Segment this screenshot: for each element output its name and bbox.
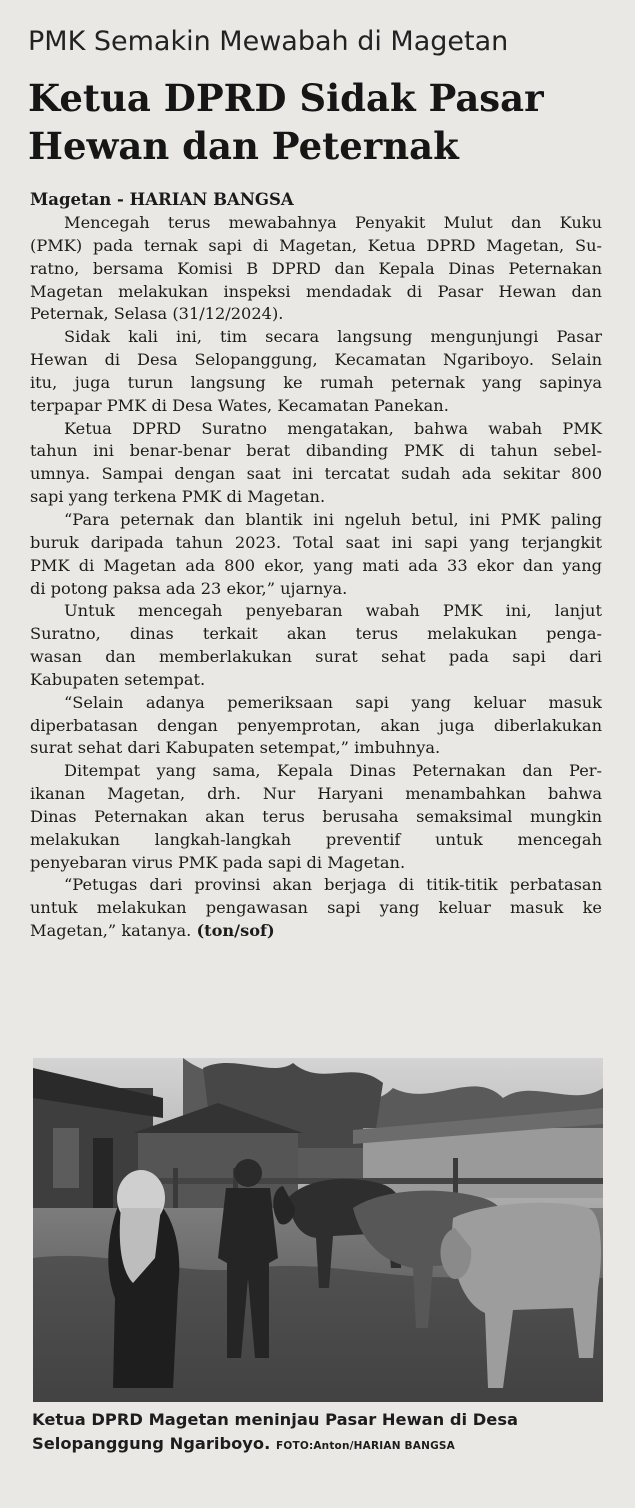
article-byline: (ton/sof) xyxy=(196,921,275,941)
body-line: Ditempat yang sama, Kepala Dinas Peternakan dan Per- xyxy=(64,761,602,781)
body-line: (PMK) pada ternak sapi di Magetan, Ketua DPRD Magetan, Su- xyxy=(30,235,602,255)
photo-left-window xyxy=(53,1128,79,1188)
article-photo xyxy=(33,1058,603,1402)
body-line: Kabupaten setempat. xyxy=(30,669,206,689)
body-line: Hewan di Desa Selopanggung, Kecamatan Ngariboyo. Selain xyxy=(30,350,602,370)
body-line: diperbatasan dengan penyemprotan, akan juga diberlakukan xyxy=(30,715,602,735)
body-line-final xyxy=(30,920,602,943)
body-line: sapi yang terkena PMK di Magetan. xyxy=(30,487,326,507)
caption-line-2-text: Selopanggung Ngariboyo. xyxy=(32,1434,271,1453)
body-line: Magetan melakukan inspeksi mendadak di Pasar Hewan dan xyxy=(30,281,602,301)
article-body xyxy=(30,212,602,943)
body-line: Suratno, dinas terkait akan terus melakukan penga- xyxy=(30,624,602,644)
body-line: di potong paksa ada 23 ekor,” ujarnya. xyxy=(30,578,348,598)
body-line: ikanan Magetan, drh. Nur Haryani menambahkan bahwa xyxy=(30,784,602,804)
body-line: Ketua DPRD Suratno mengatakan, bahwa wabah PMK xyxy=(64,418,602,438)
photo-man-head xyxy=(234,1159,262,1187)
body-line: PMK di Magetan ada 800 ekor, yang mati ada 33 ekor dan yang xyxy=(30,555,602,575)
headline-line-2: Hewan dan Peternak xyxy=(28,124,459,168)
body-line: surat sehat dari Kabupaten setempat,” imbuhnya. xyxy=(30,738,441,758)
photo-credit: FOTO:Anton/HARIAN BANGSA xyxy=(275,1440,455,1452)
body-line: Peternak, Selasa (31/12/2024). xyxy=(30,304,284,324)
body-line: ratno, bersama Komisi B DPRD dan Kepala Dinas Peternakan xyxy=(30,258,602,278)
body-line: buruk daripada tahun 2023. Total saat ini sapi yang terjangkit xyxy=(30,532,602,552)
body-line: “Petugas dari provinsi akan berjaga di titik-titik perbatasan xyxy=(64,875,602,895)
article-dateline: Magetan - HARIAN BANGSA xyxy=(30,190,294,209)
market-photo-illustration xyxy=(33,1058,603,1402)
body-line: tahun ini benar-benar berat dibanding PMK di tahun sebel- xyxy=(30,441,602,461)
caption-line-2 xyxy=(32,1432,612,1458)
photo-left-door xyxy=(93,1138,113,1208)
article-kicker: PMK Semakin Mewabah di Magetan xyxy=(28,26,509,57)
body-line: Mencegah terus mewabahnya Penyakit Mulut dan Kuku xyxy=(64,213,602,232)
body-line: “Selain adanya pemeriksaan sapi yang keluar masuk xyxy=(64,692,602,712)
body-line: “Para peternak dan blantik ini ngeluh betul, ini PMK paling xyxy=(64,509,602,529)
body-line: itu, juga turun langsung ke rumah peternak yang sapinya xyxy=(30,372,602,392)
body-line: terpapar PMK di Desa Wates, Kecamatan Panekan. xyxy=(30,395,449,415)
body-line-final-text: Magetan,” katanya. xyxy=(30,921,192,941)
body-line: melakukan langkah-langkah preventif untuk mencegah xyxy=(30,829,602,849)
body-line: wasan dan memberlakukan surat sehat pada sapi dari xyxy=(30,647,602,667)
body-line: umnya. Sampai dengan saat ini tercatat sudah ada sekitar 800 xyxy=(30,464,602,484)
body-line: untuk melakukan pengawasan sapi yang keluar masuk ke xyxy=(30,898,602,918)
headline-line-1: Ketua DPRD Sidak Pasar xyxy=(28,76,544,120)
photo-caption xyxy=(32,1408,612,1458)
body-line: Sidak kali ini, tim secara langsung mengunjungi Pasar xyxy=(64,327,602,347)
body-line: Untuk mencegah penyebaran wabah PMK ini, lanjut xyxy=(64,601,602,621)
body-line: Dinas Peternakan akan terus berusaha semaksimal mungkin xyxy=(30,806,602,826)
body-line: penyebaran virus PMK pada sapi di Magetan. xyxy=(30,852,406,872)
article-headline xyxy=(28,74,618,170)
caption-line-1: Ketua DPRD Magetan meninjau Pasar Hewan di Desa xyxy=(32,1410,519,1429)
